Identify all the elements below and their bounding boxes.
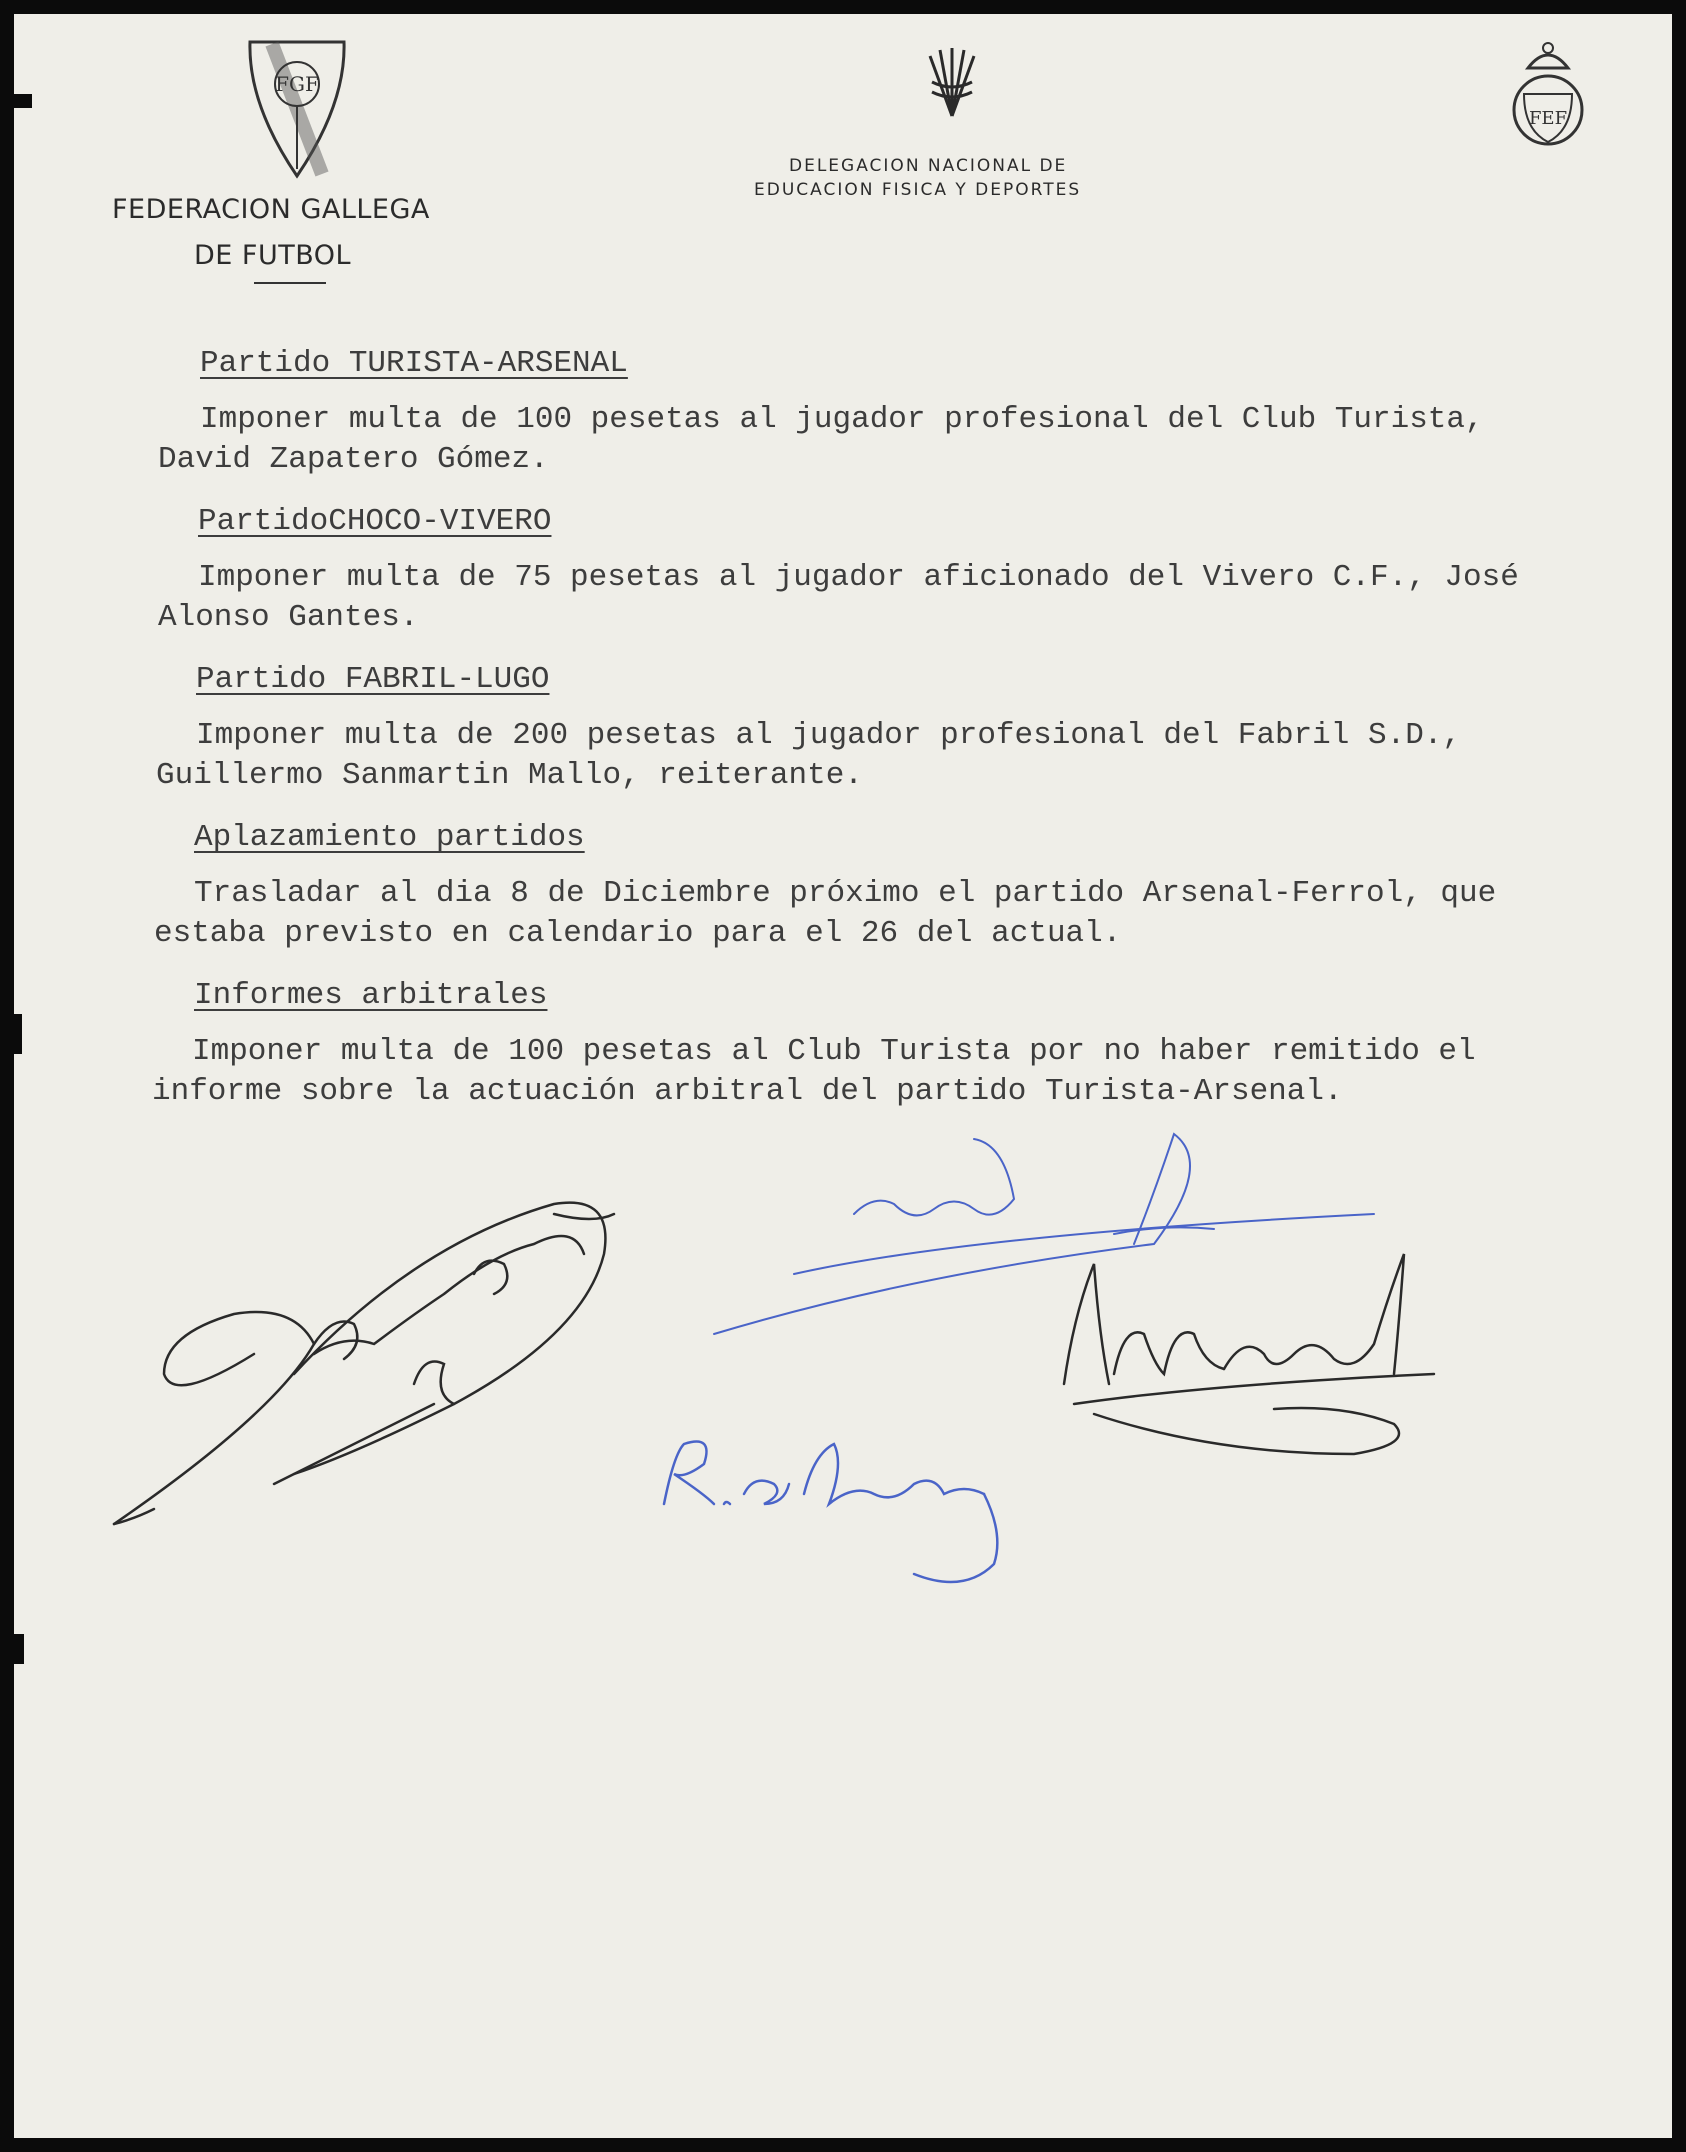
binding-mark — [14, 1634, 24, 1664]
section-line: Imponer multa de 100 pesetas al Club Turista por no haber remitido el — [192, 1034, 1476, 1069]
section-line: estaba previsto en calendario para el 26 del actual. — [154, 916, 1122, 951]
section-title: Partido FABRIL-LUGO — [196, 662, 550, 697]
section-line: Alonso Gantes. — [158, 600, 419, 635]
section-line: Guillermo Sanmartin Mallo, reiterante. — [156, 758, 863, 793]
delegation-name-line2: EDUCACION FISICA Y DEPORTES — [754, 180, 1082, 200]
document-page — [14, 14, 1672, 2138]
signature-3 — [1064, 1254, 1434, 1454]
federation-name-line1: FEDERACION GALLEGA — [112, 194, 430, 225]
section-line: David Zapatero Gómez. — [158, 442, 549, 477]
section-title: Informes arbitrales — [194, 978, 548, 1013]
binding-mark — [14, 94, 32, 108]
section-line: Imponer multa de 75 pesetas al jugador aficionado del Vivero C.F., José — [198, 560, 1519, 595]
section-line: Trasladar al dia 8 de Diciembre próximo el partido Arsenal-Ferrol, que — [194, 876, 1497, 911]
section-line: Imponer multa de 100 pesetas al jugador profesional del Club Turista, — [200, 402, 1484, 437]
section-title: Aplazamiento partidos — [194, 820, 585, 855]
section-line: Imponer multa de 200 pesetas al jugador profesional del Fabril S.D., — [196, 718, 1462, 753]
section-title: PartidoCHOCO-VIVERO — [198, 504, 552, 539]
federation-name-line2: DE FUTBOL — [194, 240, 352, 271]
delegation-name-line1: DELEGACION NACIONAL DE — [789, 156, 1068, 176]
section-line: informe sobre la actuación arbitral del partido Turista-Arsenal. — [152, 1074, 1343, 1109]
signatures-area — [14, 14, 1672, 2138]
binding-mark — [14, 1014, 22, 1054]
signature-4 — [664, 1442, 997, 1583]
svg-text:FGF: FGF — [275, 72, 319, 96]
section-title: Partido TURISTA-ARSENAL — [200, 346, 628, 381]
signature-2 — [714, 1134, 1374, 1334]
signature-1 — [114, 1203, 614, 1524]
svg-text:FEF: FEF — [1528, 108, 1568, 129]
